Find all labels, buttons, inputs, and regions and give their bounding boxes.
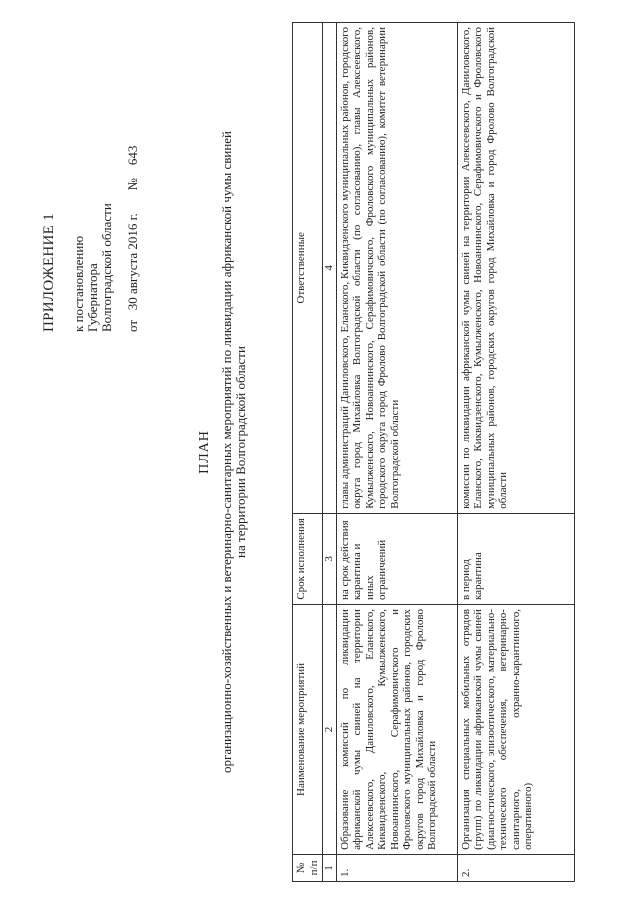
column-number: 3: [323, 513, 337, 604]
rotated-page: [20, 12, 620, 892]
number-prefix: №: [125, 178, 140, 191]
date-value: 30 августа 2016 г.: [125, 213, 140, 311]
column-number: 1: [323, 854, 337, 881]
column-number: 2: [323, 605, 337, 855]
row-number: 2.: [457, 854, 574, 881]
plan-table: [292, 22, 575, 882]
term-cell: на срок действия карантина и иных ограничений: [336, 513, 457, 604]
action-cell: Образование комиссий по ликвидации африканской чумы свиней на территории Алексеевского, Даниловского, Еланского, Киквидзенского, Кумылженского, Новоаннинского, Серафимовичского и Фроловского муниципальных районов, городских округов город Михайловка и город Фролово Волгоградской области: [336, 605, 457, 855]
appendix-line: Волгоградской области: [99, 203, 114, 332]
term-cell: в период карантина: [457, 513, 574, 604]
appendix-line: Губернатора: [85, 263, 100, 332]
document-subtitle: на территории Волгоградской области: [233, 346, 248, 558]
row-number: 1.: [336, 854, 457, 881]
header-cell: Срок исполнения: [293, 513, 323, 604]
appendix-block: [42, 146, 140, 332]
date-prefix: от: [125, 319, 140, 332]
appendix-heading: ПРИЛОЖЕНИЕ 1: [41, 213, 57, 332]
table-row: [336, 23, 457, 882]
responsible-cell: главы администраций Даниловского, Еланского, Киквидзенского муниципальных районов, городского округа город Михайловка Волгоградской области (по согласованию), главы Алексеевского, Кумылженского, Новоаннинского, Серафимовичского, Фроловского муниципальных районов, городского округа город Фролово Волгоградской области (по согласованию), комитет ветеринарии Волгоградской области: [336, 23, 457, 514]
responsible-cell: комиссии по ликвидации африканской чумы свиней на территории Алексеевского, Даниловского, Еланского, Киквидзенского, Кумылженского, Новоаннинского, Серафимовичского и Фроловского муниципальных районов, городских округов город Михайловка и город Фролово Волгоградской области: [457, 23, 574, 514]
number-value: 643: [125, 145, 140, 166]
action-cell: Организация специальных мобильных отрядов (групп) по ликвидации африканской чумы свиней (диагностического, эпизоотического, материально-технического обеспечения, ветеринарно-санитарного, охранно-карантинного, оперативного): [457, 605, 574, 855]
appendix-line: к постановлению: [71, 235, 86, 332]
document-title-block: [198, 12, 248, 892]
column-number: 4: [323, 23, 337, 514]
header-cell: № п/п: [293, 854, 323, 881]
header-cell: Наименование мероприятий: [293, 605, 323, 855]
table-row: [457, 23, 574, 882]
column-number-row: [323, 23, 337, 882]
document-subtitle: организационно-хозяйственных и ветеринарно-санитарных мероприятий по ликвидации африканской чумы свиней: [219, 130, 234, 774]
header-cell: Ответственные: [293, 23, 323, 514]
appendix-date-line: [126, 146, 140, 332]
table-header-row: [293, 23, 323, 882]
document-title: ПЛАН: [197, 430, 212, 474]
